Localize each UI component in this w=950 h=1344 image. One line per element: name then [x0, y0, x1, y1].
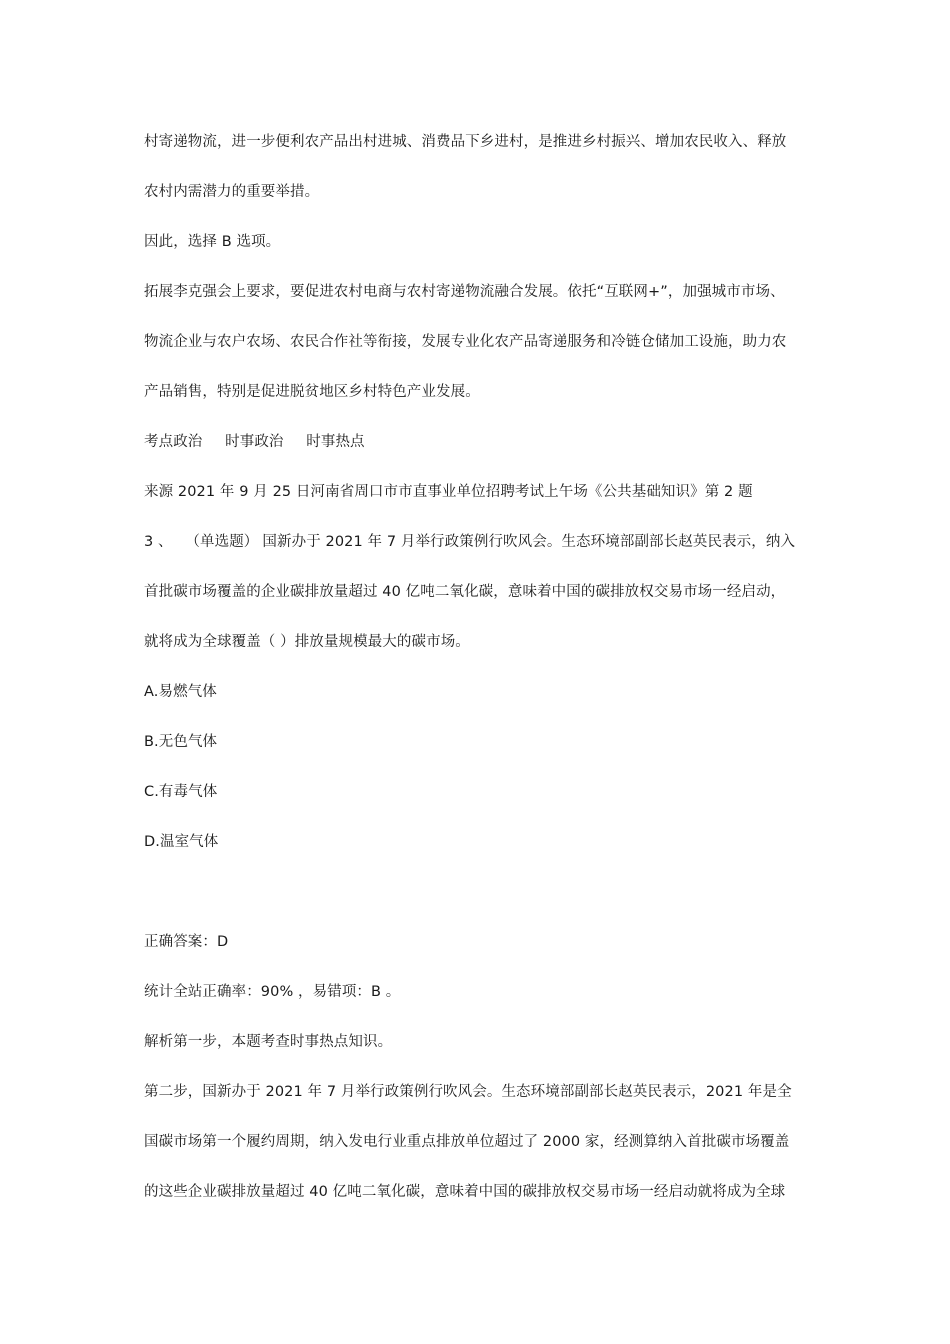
- extension-line: 拓展李克强会上要求，要促进农村电商与农村寄递物流融合发展。依托“互联网+”，加强城市市场、: [144, 284, 785, 300]
- extension-line: 产品销售，特别是促进脱贫地区乡村特色产业发展。: [144, 384, 480, 400]
- analysis-step1: 解析第一步，本题考查时事热点知识。: [144, 1034, 393, 1050]
- prev-conclusion: 因此，选择 B 选项。: [144, 234, 281, 250]
- question-stem-line: 就将成为全球覆盖（ ）排放量规模最大的碳市场。: [144, 634, 470, 650]
- question-number: 3 、: [144, 534, 173, 550]
- option-a: A.易燃气体: [144, 684, 217, 700]
- question-type: （单选题）: [192, 534, 259, 550]
- option-d: D.温室气体: [144, 834, 219, 850]
- correct-answer: 正确答案：D: [144, 934, 229, 950]
- answer-stats: 统计全站正确率：90% ，易错项：B 。: [144, 984, 401, 1000]
- question-header: [144, 532, 816, 552]
- topic-tags: [144, 432, 816, 452]
- prev-explanation-line: 村寄递物流，进一步便利农产品出村进城、消费品下乡进村，是推进乡村振兴、增加农民收入、释放: [144, 134, 787, 150]
- tag: 时事热点: [306, 434, 365, 450]
- tag: 时事政治: [225, 434, 284, 450]
- analysis-step2-line: 的这些企业碳排放量超过 40 亿吨二氧化碳，意味着中国的碳排放权交易市场一经启动就将成为全球: [144, 1184, 786, 1200]
- option-c: C.有毒气体: [144, 784, 218, 800]
- tag: 考点政治: [144, 434, 203, 450]
- question-stem-line: 国新办于 2021 年 7 月举行政策例行吹风会。生态环境部副部长赵英民表示，纳入: [262, 534, 796, 550]
- analysis-step2-line: 国碳市场第一个履约周期，纳入发电行业重点排放单位超过了 2000 家，经测算纳入首批碳市场覆盖: [144, 1134, 790, 1150]
- extension-line: 物流企业与农户农场、农民合作社等衔接，发展专业化农产品寄递服务和冷链仓储加工设施，助力农: [144, 334, 787, 350]
- question-stem-line: 首批碳市场覆盖的企业碳排放量超过 40 亿吨二氧化碳，意味着中国的碳排放权交易市场一经启动，: [144, 584, 786, 600]
- question-source: 来源 2021 年 9 月 25 日河南省周口市市直事业单位招聘考试上午场《公共基础知识》第 2 题: [144, 484, 753, 500]
- prev-explanation-line: 农村内需潜力的重要举措。: [144, 184, 320, 200]
- option-b: B.无色气体: [144, 734, 218, 750]
- analysis-step2-line: 第二步，国新办于 2021 年 7 月举行政策例行吹风会。生态环境部副部长赵英民表示，2021 年是全: [144, 1084, 792, 1100]
